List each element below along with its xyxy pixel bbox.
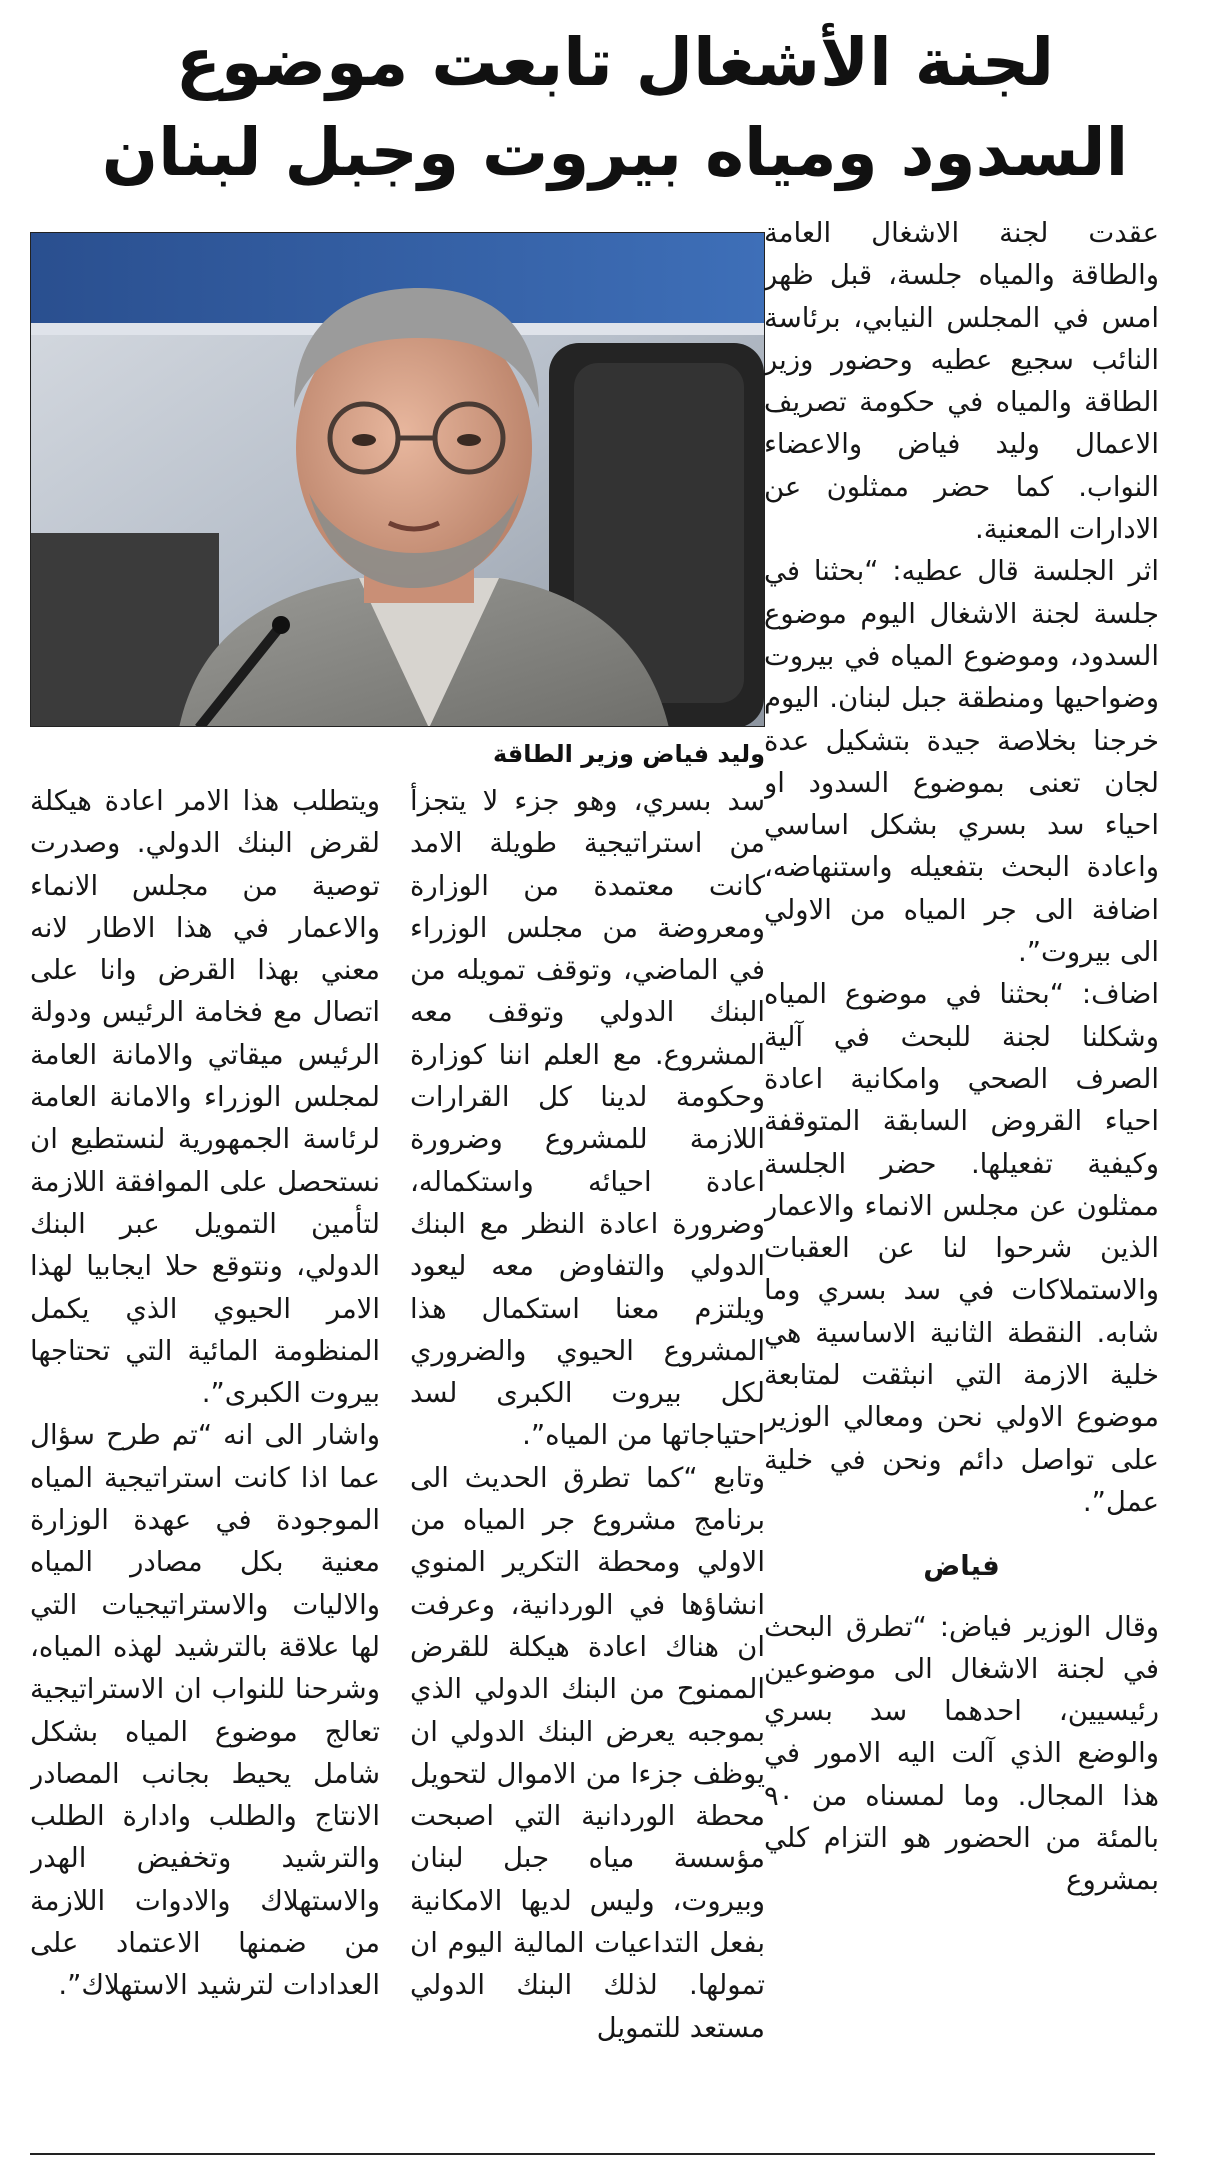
paragraph: وقال الوزير فياض: “تطرق البحث في لجنة الاشغال الى موضوعين رئيسيين، احدهما سد بسري والوضع الذي آلت اليه الامور في هذا المجال. وما لمسناه من ٩٠ بالمئة من الحضور هو التزام كلي بمشروع — [764, 1610, 1159, 1897]
portrait-illustration — [30, 233, 764, 727]
bottom-divider — [30, 2153, 1155, 2155]
headline-line-2: السدود ومياه بيروت وجبل لبنان — [101, 114, 1129, 191]
paragraph: واشار الى انه “تم طرح سؤال عما اذا كانت استراتيجية المياه الموجودة في عهدة الوزارة معنية بكل مصادر المياه والاليات والاستراتيجيات التي لها علاقة بالترشيد لهذه المياه، وشرحنا للنواب ان الاستراتيجية تعالج موضوع المياه بشكل شامل يحيط بجانب المصادر الانتاج والطلب وادارة الطلب والترشيد وتخفيض الهدر والاستهلاك والادوات اللازمة من ضمنها الاعتماد على العدادات لترشيد الاستهلاك”. — [30, 1419, 380, 2002]
paragraph: عقدت لجنة الاشغال العامة والطاقة والمياه جلسة، قبل ظهر امس في المجلس النيابي، برئاسة النائب سجيع عطيه وحضور وزير الطاقة والمياه في حكومة تصريف الاعمال وليد فياض والاعضاء النواب. كما حضر ممثلون عن الادارات المعنية. — [764, 217, 1159, 546]
headline-line-1: لجنة الأشغال تابعت موضوع — [175, 24, 1055, 101]
article-column-middle — [410, 780, 765, 2150]
paragraph: سد بسري، وهو جزء لا يتجزأ من استراتيجية طويلة الامد كانت معتمدة من الوزارة ومعروضة من مجلس الوزراء في الماضي، وتوقف تمويله من البنك الدولي وتوقف معه المشروع. مع العلم اننا كوزارة وحكومة لدينا كل القرارات اللازمة للمشروع وضرورة اعادة احيائه واستكماله، وضرورة اعادة النظر مع البنك الدولي والتفاوض معه ليعود ويلتزم معنا استكمال هذا المشروع الحيوي والضروري لكل بيروت الكبرى لسد احتياجاتها من المياه”. — [410, 785, 765, 1452]
section-subhead: فياض — [923, 1550, 1000, 1583]
photo-caption: وليد فياض وزير الطاقة — [492, 740, 765, 768]
paragraph: وتابع “كما تطرق الحديث الى برنامج مشروع جر المياه من الاولي ومحطة التكرير المنوي انشاؤها في الوردانية، وعرفت ان هناك اعادة هيكلة للقرض الممنوح من البنك الدولي الذي بموجبه يعرض البنك الدولي ان يوظف جزءا من الاموال لتحويل محطة الوردانية التي اصبحت مؤسسة مياه جبل لبنان وبيروت، وليس لديها الامكانية بفعل التداعيات المالية اليوم ان تمولها. لذلك البنك الدولي مستعد للتمويل — [410, 1461, 765, 2044]
article-column-left — [30, 780, 380, 2150]
article-column-right — [764, 212, 1159, 2152]
portrait-photo — [30, 232, 765, 727]
paragraph: اضاف: “بحثنا في موضوع المياه وشكلنا لجنة للبحث في آلية الصرف الصحي وامكانية اعادة احياء القروض السابقة المتوقفة وكيفية تفعيلها. حضر الجلسة ممثلون عن مجلس الانماء والاعمار الذين شرحوا لنا عن العقبات والاستملاكات في سد بسري وما شابه. النقطة الثانية الاساسية هي خلية الازمة التي انبثقت لمتابعة موضوع الاولي نحن ومعالي الوزير على تواصل دائم ونحن في خلية عمل”. — [764, 978, 1159, 1518]
paragraph: ويتطلب هذا الامر اعادة هيكلة لقرض البنك الدولي. وصدرت توصية من مجلس الانماء والاعمار في هذا الاطار لانه معني بهذا القرض وانا على اتصال مع فخامة الرئيس ودولة الرئيس ميقاتي والامانة العامة لمجلس الوزراء والامانة العامة لرئاسة الجمهورية لنستطيع ان نستحصل على الموافقة اللازمة لتأمين التمويل عبر البنك الدولي، ونتوقع حلا ايجابيا لهذا الامر الحيوي الذي يكمل المنظومة المائية التي تحتاجها بيروت الكبرى”. — [30, 785, 380, 1410]
paragraph: اثر الجلسة قال عطيه: “بحثنا في جلسة لجنة الاشغال اليوم موضوع السدود، وموضوع المياه في بيروت وضواحيها ومنطقة جبل لبنان. اليوم خرجنا بخلاصة جيدة بتشكيل عدة لجان تعنى بموضوع السدود او احياء سد بسري بشكل اساسي واعادة البحث بتفعيله واستنهاضه، اضافة الى جر المياه من الاولي الى بيروت”. — [764, 555, 1159, 969]
